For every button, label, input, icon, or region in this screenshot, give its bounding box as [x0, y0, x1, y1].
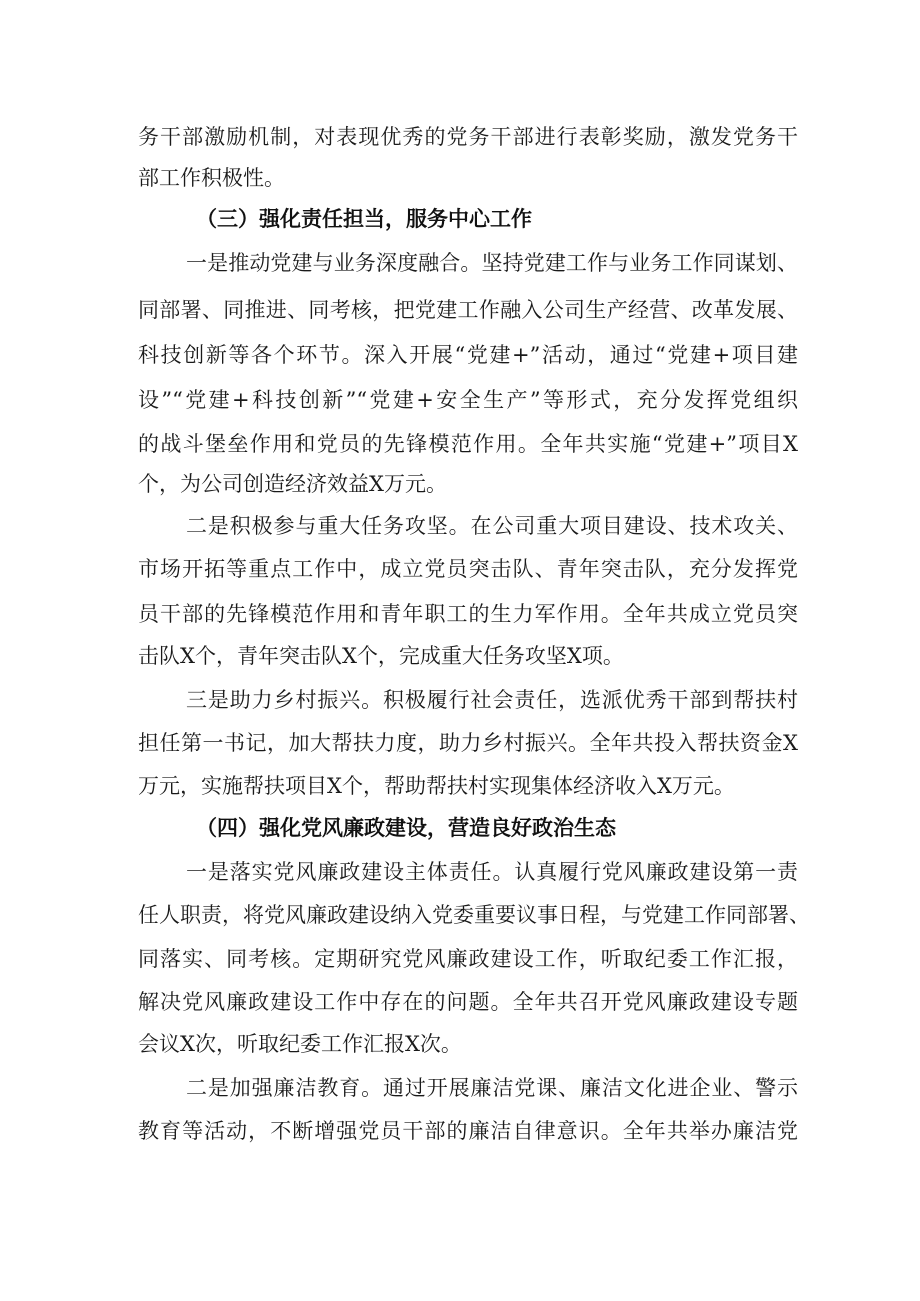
body-line: 任人职责，将党风廉政建设纳入党委重要议事日程，与党建工作同部署、 [138, 903, 810, 927]
body-line: 担任第一书记，加大帮扶力度，助力乡村振兴。全年共投入帮扶资金X [138, 731, 798, 755]
body-line: 一是落实党风廉政建设主体责任。认真履行党风廉政建设第一责 [186, 860, 798, 884]
section-heading-3: （三）强化责任担当，服务中心工作 [196, 206, 532, 231]
body-line: 二是加强廉洁教育。通过开展廉洁党课、廉洁文化进企业、警示 [186, 1076, 798, 1100]
body-line: 设”“党建+科技创新”“党建+安全生产”等形式，充分发挥党组织 [138, 388, 798, 412]
body-line: 市场开拓等重点工作中，成立党员突击队、青年突击队，充分发挥党 [138, 557, 798, 581]
body-line: 会议X次，听取纪委工作汇报X次。 [138, 1032, 462, 1056]
body-line: 万元，实施帮扶项目X个，帮助帮扶村实现集体经济收入X万元。 [138, 774, 735, 798]
body-line: 击队X个，青年突击队X个，完成重大任务攻坚X项。 [138, 644, 624, 668]
body-line: 解决党风廉政建设工作中存在的问题。全年共召开党风廉政建设专题 [138, 990, 798, 1014]
body-line: 个，为公司创造经济效益X万元。 [138, 472, 447, 496]
body-line: 的战斗堡垒作用和党员的先锋模范作用。全年共实施“党建+”项目X [138, 432, 798, 456]
body-line: 务干部激励机制，对表现优秀的党务干部进行表彰奖励，激发党务干 [138, 125, 798, 149]
body-line: 教育等活动，不断增强党员干部的廉洁自律意识。全年共举办廉洁党 [138, 1119, 798, 1143]
body-line: 员干部的先锋模范作用和青年职工的生力军作用。全年共成立党员突 [138, 602, 798, 626]
body-line: 一是推动党建与业务深度融合。坚持党建工作与业务工作同谋划、 [186, 251, 798, 275]
body-line: 科技创新等各个环节。深入开展“党建+”活动，通过“党建+项目建 [138, 343, 798, 367]
section-heading-4: （四）强化党风廉政建设，营造良好政治生态 [196, 815, 616, 840]
body-line: 二是积极参与重大任务攻坚。在公司重大项目建设、技术攻关、 [186, 514, 798, 538]
body-line: 同部署、同推进、同考核，把党建工作融入公司生产经营、改革发展、 [138, 298, 798, 322]
body-line: 同落实、同考核。定期研究党风廉政建设工作，听取纪委工作汇报， [138, 947, 798, 971]
body-line: 三是助力乡村振兴。积极履行社会责任，选派优秀干部到帮扶村 [186, 688, 798, 712]
body-line: 部工作积极性。 [138, 166, 285, 190]
